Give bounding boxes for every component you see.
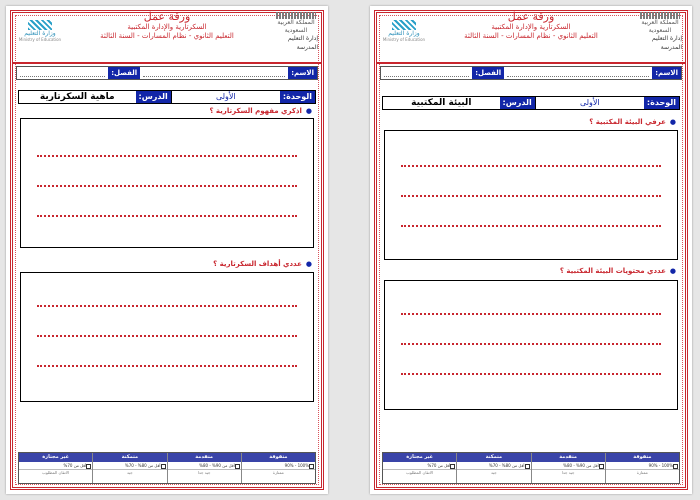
bullet-icon: ● xyxy=(669,118,676,126)
answer-box-1[interactable] xyxy=(384,130,678,260)
rubric-cell: متفوقة 100% - 90% ممتازة xyxy=(241,453,315,483)
logo-name: وزارة التعليم xyxy=(388,30,420,37)
answer-line xyxy=(37,305,297,307)
checkbox[interactable] xyxy=(309,464,314,469)
answer-line xyxy=(37,365,297,367)
checkbox[interactable] xyxy=(599,464,604,469)
checkbox[interactable] xyxy=(86,464,91,469)
answer-line xyxy=(401,313,661,315)
ministry-logo-icon xyxy=(380,20,428,42)
ministry-emblem-icon xyxy=(272,12,320,34)
name-field[interactable] xyxy=(143,70,285,77)
page-header xyxy=(12,10,322,60)
bullet-icon: ● xyxy=(669,267,676,275)
checkbox[interactable] xyxy=(161,464,166,469)
rubric-cell: متمكنة أقل من 80% - 70% جيد xyxy=(456,453,530,483)
lesson-label: الدرس: xyxy=(136,91,171,103)
class-label: الفصل: xyxy=(108,67,140,79)
answer-box-2[interactable] xyxy=(20,272,314,402)
school-meta xyxy=(652,34,682,52)
subject-title: السكرتارية والإدارة المكتبية xyxy=(491,23,571,31)
checkbox[interactable] xyxy=(673,464,678,469)
worksheet-title: ورقة عمل xyxy=(143,10,191,23)
unit-lesson-row xyxy=(382,96,680,110)
answer-line xyxy=(37,155,297,157)
education-admin-label: إدارة التعليم xyxy=(288,35,318,42)
ministry-emblem-icon xyxy=(636,12,684,34)
rubric-cell: متمكنة أقل من 80% - 70% جيد xyxy=(92,453,166,483)
answer-line xyxy=(401,165,661,167)
grading-rubric xyxy=(18,452,316,484)
header-titles xyxy=(92,10,242,41)
unit-label: الوحدة: xyxy=(280,91,315,103)
rubric-cell: متفوقة 100% - 90% ممتازة xyxy=(605,453,679,483)
rubric-cell: غير مجتازة أقل من 70% الاتقان المطلوب xyxy=(383,453,456,483)
header-titles xyxy=(456,10,606,41)
header-divider xyxy=(12,62,322,64)
name-field[interactable] xyxy=(507,70,649,77)
track-title: التعليم الثانوي - نظام المسارات - السنة الثالثة xyxy=(100,32,234,40)
answer-line xyxy=(401,373,661,375)
logo-subtitle: Ministry of Education xyxy=(18,37,62,42)
rubric-cell: متقدمة أقل من 90% - 80% جيد جدا xyxy=(167,453,241,483)
answer-line xyxy=(37,215,297,217)
rubric-cell: غير مجتازة أقل من 70% الاتقان المطلوب xyxy=(19,453,92,483)
student-info-row xyxy=(380,66,682,80)
school-label: المدرسة xyxy=(660,44,682,51)
bullet-icon: ● xyxy=(305,260,312,268)
rubric-cell: متقدمة أقل من 90% - 80% جيد جدا xyxy=(531,453,605,483)
unit-value: الأولى xyxy=(535,97,644,109)
header-divider xyxy=(376,62,686,64)
subject-title: السكرتارية والإدارة المكتبية xyxy=(127,23,207,31)
unit-label: الوحدة: xyxy=(644,97,679,109)
page-header xyxy=(376,10,686,60)
grading-rubric xyxy=(382,452,680,484)
school-label: المدرسة xyxy=(296,44,318,51)
logo-name: وزارة التعليم xyxy=(24,30,56,37)
question-2: ●عددي أهداف السكرتارية ؟ xyxy=(213,260,312,268)
ministry-name: المملكة العربية السعودية xyxy=(641,19,679,34)
class-field[interactable] xyxy=(384,70,469,77)
answer-line xyxy=(401,195,661,197)
unit-lesson-row xyxy=(18,90,316,104)
school-meta xyxy=(288,34,318,52)
track-title: التعليم الثانوي - نظام المسارات - السنة الثالثة xyxy=(464,32,598,40)
answer-box-1[interactable] xyxy=(20,118,314,248)
name-label: الاسم: xyxy=(288,67,317,79)
name-label: الاسم: xyxy=(652,67,681,79)
class-label: الفصل: xyxy=(472,67,504,79)
checkbox[interactable] xyxy=(450,464,455,469)
bullet-icon: ● xyxy=(305,107,312,115)
answer-line xyxy=(37,185,297,187)
checkbox[interactable] xyxy=(235,464,240,469)
unit-value: الأولى xyxy=(171,91,280,103)
answer-box-2[interactable] xyxy=(384,280,678,410)
page-border xyxy=(10,10,324,490)
answer-line xyxy=(401,343,661,345)
worksheet-page-right xyxy=(370,6,692,494)
lesson-label: الدرس: xyxy=(500,97,535,109)
student-info-row xyxy=(16,66,318,80)
question-1: ●اذكري مفهوم السكرتارية ؟ xyxy=(209,107,312,115)
worksheet-page-left xyxy=(6,6,328,494)
question-2: ●عددي محتويات البيئة المكتبية ؟ xyxy=(559,267,676,275)
logo-subtitle: Ministry of Education xyxy=(382,37,426,42)
class-field[interactable] xyxy=(20,70,105,77)
answer-line xyxy=(401,225,661,227)
lesson-value: ماهية السكرتارية xyxy=(39,92,115,102)
worksheet-title: ورقة عمل xyxy=(507,10,555,23)
answer-line xyxy=(37,335,297,337)
lesson-value: البيئة المكتبية xyxy=(411,98,472,108)
checkbox[interactable] xyxy=(525,464,530,469)
question-1: ●عرفي البيئة المكتبية ؟ xyxy=(589,118,676,126)
ministry-name: المملكة العربية السعودية xyxy=(277,19,315,34)
education-admin-label: إدارة التعليم xyxy=(652,35,682,42)
ministry-logo-icon xyxy=(16,20,64,42)
